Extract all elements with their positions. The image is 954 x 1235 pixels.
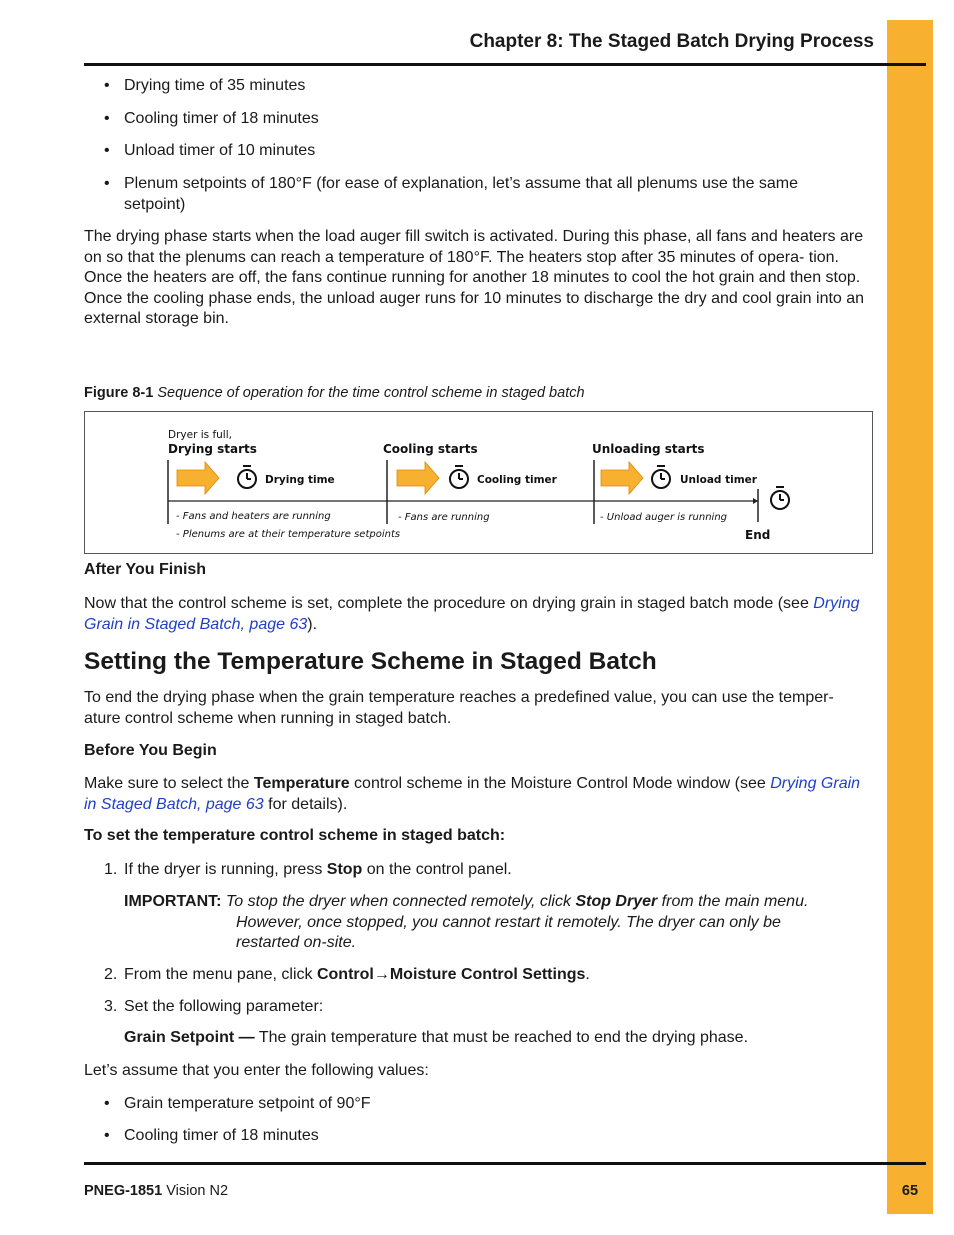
phase1-title: Drying starts bbox=[168, 442, 257, 456]
phase3-arrow-icon bbox=[601, 462, 643, 494]
stopwatch-icon bbox=[450, 466, 468, 488]
phase1-timer-label: Drying time bbox=[265, 474, 335, 486]
end-label: End bbox=[745, 528, 771, 542]
procedure-heading: To set the temperature control scheme in staged batch: bbox=[84, 827, 506, 844]
list-item: • Cooling timer of 18 minutes bbox=[104, 110, 319, 127]
phase2-title: Cooling starts bbox=[383, 442, 478, 456]
chapter-title: Chapter 8: The Staged Batch Drying Process bbox=[469, 31, 874, 52]
phase3-note: - Unload auger is running bbox=[600, 512, 728, 523]
footer-rule bbox=[84, 1162, 926, 1165]
list-item: • Grain temperature setpoint of 90°F bbox=[104, 1095, 371, 1112]
drying-grain-link[interactable]: Drying Grain in Staged Batch, page 63 bbox=[84, 595, 860, 633]
phase1-arrow-icon bbox=[177, 462, 219, 494]
figure-caption: Figure 8-1 Sequence of operation for the time control scheme in staged batch bbox=[84, 385, 585, 401]
figure-pre-label: Dryer is full, bbox=[168, 429, 232, 441]
drying-grain-link[interactable]: Drying Grain in Staged Batch, page 63 bbox=[84, 775, 861, 813]
after-finish-heading: After You Finish bbox=[84, 561, 207, 578]
stopwatch-icon bbox=[238, 466, 256, 488]
grain-setpoint-param: Grain Setpoint — The grain temperature that must be reached to end the drying phase. bbox=[124, 1029, 749, 1046]
phase2-note: - Fans are running bbox=[398, 512, 490, 523]
before-begin-paragraph: Make sure to select the Temperature control scheme in the Moisture Control Mode window (see Drying Grain in Staged Batch, page 63 for details). bbox=[84, 775, 861, 813]
section-intro: To end the drying phase when the grain temperature reaches a predefined value, you can use the temper- ature control scheme when running in staged batch. bbox=[84, 689, 834, 727]
phase1-note-2: - Plenums are at their temperature setpoints bbox=[176, 529, 401, 540]
list-item: • Plenum setpoints of 180°F (for ease of explanation, let’s assume that all plenums use the same setpoint) bbox=[104, 175, 799, 213]
phase3-timer-label: Unload timer bbox=[680, 474, 757, 486]
page-number: 65 bbox=[901, 1183, 919, 1199]
step-2: 2. From the menu pane, click Control→Moisture Control Settings. bbox=[104, 966, 590, 983]
figure-sequence-diagram bbox=[84, 411, 873, 554]
phase3-title: Unloading starts bbox=[592, 442, 705, 456]
footer-doc-id: PNEG-1851 Vision N2 bbox=[84, 1183, 229, 1199]
before-begin-heading: Before You Begin bbox=[84, 742, 217, 759]
list-item: • Drying time of 35 minutes bbox=[104, 77, 306, 94]
stopwatch-icon bbox=[652, 466, 670, 488]
important-note: IMPORTANT: To stop the dryer when connected remotely, click Stop Dryer from the main menu. However, once stopped, you cannot restart it remotely. The dryer can only be restarted on-site. bbox=[124, 893, 809, 951]
step-3: 3. Set the following parameter: bbox=[104, 998, 324, 1015]
list-item: • Cooling timer of 18 minutes bbox=[104, 1127, 319, 1144]
header-rule bbox=[84, 63, 926, 66]
chapter-side-tab bbox=[887, 20, 933, 1214]
paragraph-drying-phase: The drying phase starts when the load auger fill switch is activated. During this phase, all fans and heaters are on so that the plenums can reach a temperature of 180°F. The heaters stop after 35 minutes of opera- tion. Once the heaters are off, the fans continue running for another 18 minutes to cool the hot grain and then stop. Once the cooling phase ends, the unload auger runs for 10 minutes to discharge the dry and cool grain into an external storage bin. bbox=[84, 228, 865, 327]
after-finish-paragraph: Now that the control scheme is set, complete the procedure on drying grain in staged batch mode (see Drying Grain in Staged Batch, page 63). bbox=[84, 595, 860, 633]
list-item: • Unload timer of 10 minutes bbox=[104, 142, 316, 159]
assume-text: Let’s assume that you enter the following values: bbox=[84, 1062, 429, 1079]
phase1-note-1: - Fans and heaters are running bbox=[176, 511, 331, 522]
phase2-arrow-icon bbox=[397, 462, 439, 494]
stopwatch-icon bbox=[771, 487, 789, 509]
step-1: 1. If the dryer is running, press Stop on the control panel. bbox=[104, 861, 512, 878]
section-title: Setting the Temperature Scheme in Staged Batch bbox=[84, 648, 657, 675]
phase2-timer-label: Cooling timer bbox=[477, 474, 557, 486]
